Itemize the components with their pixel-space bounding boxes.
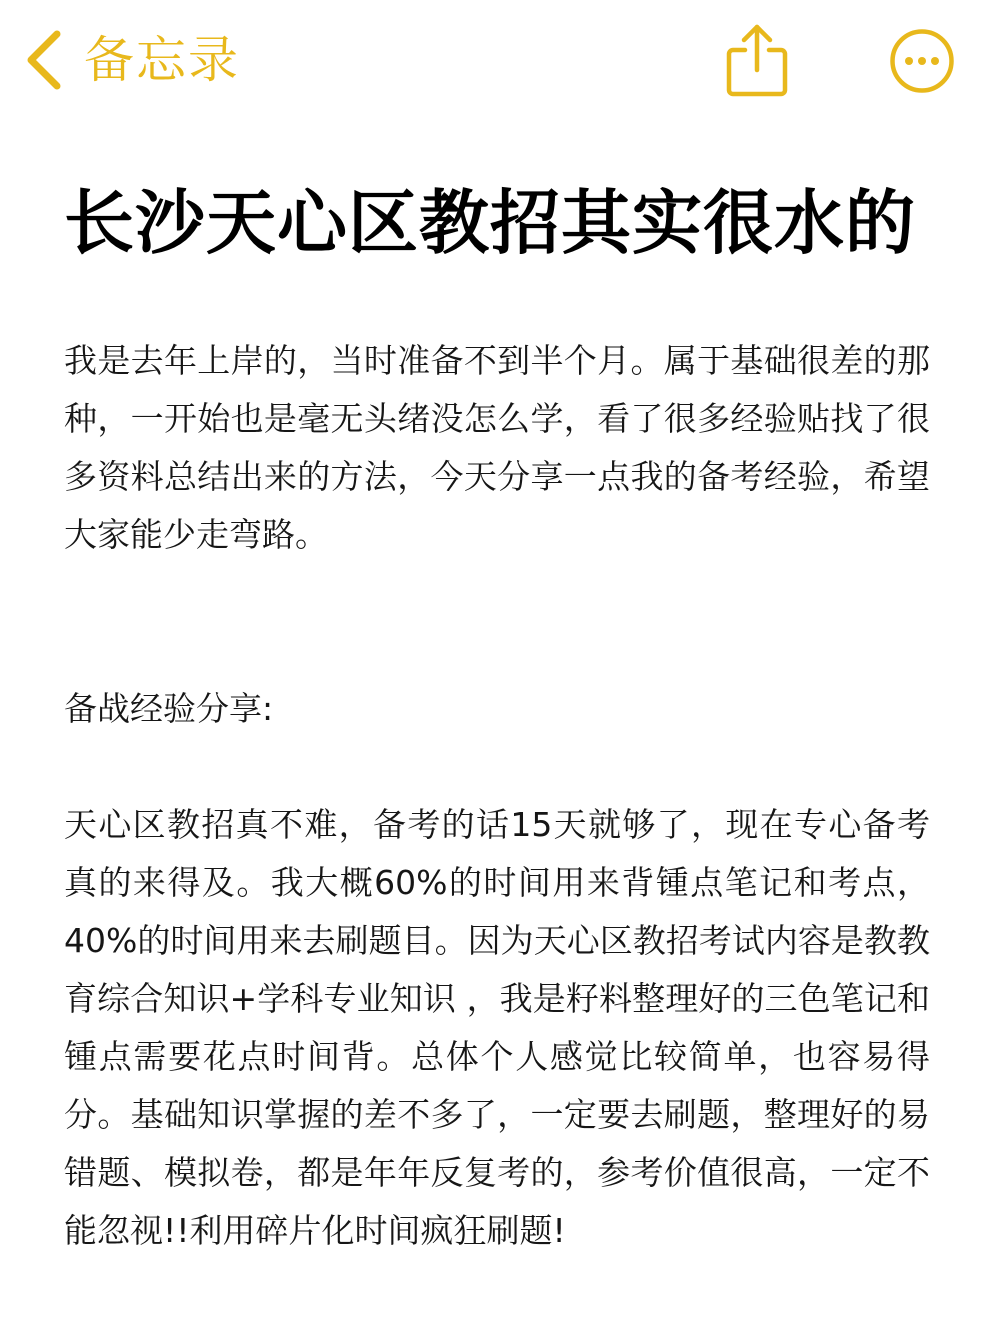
note-body[interactable] — [64, 332, 930, 1260]
section-heading: 备战经验分享: — [64, 689, 274, 728]
note-title: 长沙天心区教招其实很水的 — [64, 182, 916, 264]
chevron-left-icon — [24, 29, 62, 91]
intro-paragraph: 我是去年上岸的，当时准备不到半个月。属于基础很差的那种，一开始也是毫无头绪没怎么学，看了很多经验贴找了很多资料总结出来的方法，今天分享一点我的备考经验，希望大家能少走弯路。 — [64, 341, 930, 554]
share-button[interactable] — [724, 22, 790, 98]
experience-paragraph: 天心区教招真不难，备考的话15天就够了，现在专心备考真的来得及。我大概60%的时间用来背锺点笔记和考点，40%的时间用来去刷题目。因为天心区教招考试内容是教教育综合知识+学科专业知识 ，我是籽料整理好的三色笔记和锺点需要花点时间背。总体个人感觉比较简单，也容易得分。基础知识掌握的差不多了，一定要去刷题，整理好的易错题、模拟卷，都是年年反复考的，参考价值很高，一定不能忽视!!利用碎片化时间疯狂刷题! — [64, 805, 930, 1250]
more-icon — [889, 79, 955, 98]
back-label: 备忘录 — [84, 31, 240, 89]
back-button[interactable] — [24, 28, 240, 92]
share-icon — [724, 83, 790, 102]
more-options-button[interactable] — [889, 28, 955, 94]
navigation-bar — [0, 0, 1003, 120]
